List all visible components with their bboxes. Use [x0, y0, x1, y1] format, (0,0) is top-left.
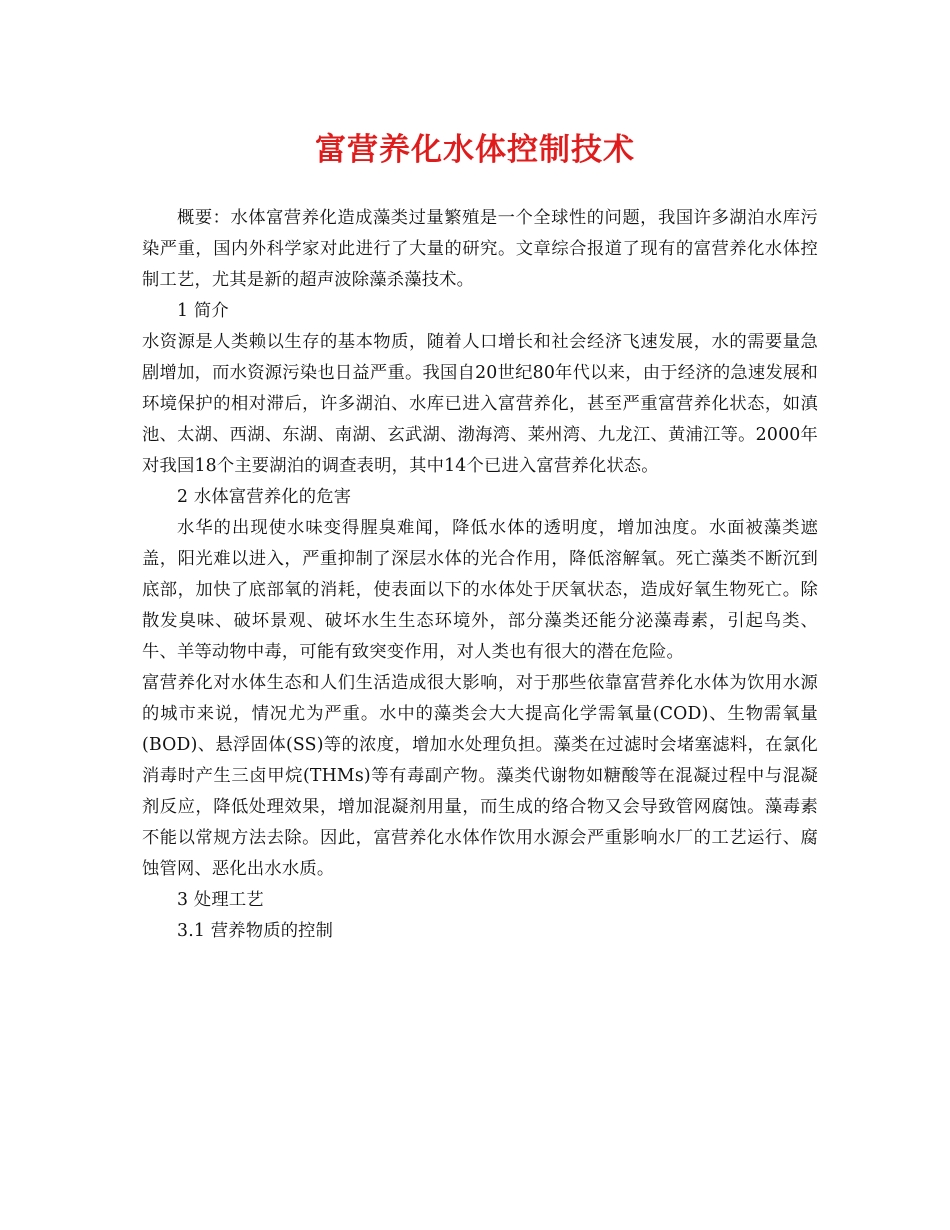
section-3-1-heading: 3.1 营养物质的控制	[177, 921, 334, 941]
section-1-paragraph: 水资源是人类赖以生存的基本物质，随着人口增长和社会经济飞速发展，水的需要量急剧增加，而水资源污染也日益严重。我国自20世纪80年代以来，由于经济的急速发展和环境保护的相对滞后，许多湖泊、水库已进入富营养化，甚至严重富营养化状态，如滇池、太湖、西湖、东湖、南湖、玄武湖、渤海湾、莱州湾、九龙江、黄浦江等。2000年对我国18个主要湖泊的调查表明，其中14个已进入富营养化状态。	[142, 332, 818, 476]
section-2-paragraph-2: 富营养化对水体生态和人们生活造成很大影响，对于那些依靠富营养化水体为饮用水源的城市来说，情况尤为严重。水中的藻类会大大提高化学需氧量(COD)、生物需氧量(BOD)、悬浮固体(SS)等的浓度，增加水处理负担。藻类在过滤时会堵塞滤料，在氯化消毒时产生三卤甲烷(THMs)等有毒副产物。藻类代谢物如糖酸等在混凝过程中与混凝剂反应，降低处理效果，增加混凝剂用量，而生成的络合物又会导致管网腐蚀。藻毒素不能以常规方法去除。因此，富营养化水体作饮用水源会严重影响水厂的工艺运行、腐蚀管网、恶化出水水质。	[142, 673, 818, 879]
document-body	[142, 203, 818, 947]
section-2-paragraph-1: 水华的出现使水味变得腥臭难闻，降低水体的透明度，增加浊度。水面被藻类遮盖，阳光难以进入，严重抑制了深层水体的光合作用，降低溶解氧。死亡藻类不断沉到底部，加快了底部氧的消耗，使表面以下的水体处于厌氧状态，造成好氧生物死亡。除散发臭味、破坏景观、破坏水生生态环境外，部分藻类还能分泌藻毒素，引起鸟类、牛、羊等动物中毒，可能有致突变作用，对人类也有很大的潜在危险。	[142, 518, 818, 662]
section-3-heading: 3 处理工艺	[177, 890, 264, 910]
section-1-heading: 1 简介	[177, 301, 229, 321]
document-title: 富营养化水体控制技术	[315, 132, 635, 168]
abstract-paragraph: 概要：水体富营养化造成藻类过量繁殖是一个全球性的问题，我国许多湖泊水库污染严重，国内外科学家对此进行了大量的研究。文章综合报道了现有的富营养化水体控制工艺，尤其是新的超声波除藻杀藻技术。	[142, 208, 818, 290]
section-2-heading: 2 水体富营养化的危害	[177, 487, 352, 507]
